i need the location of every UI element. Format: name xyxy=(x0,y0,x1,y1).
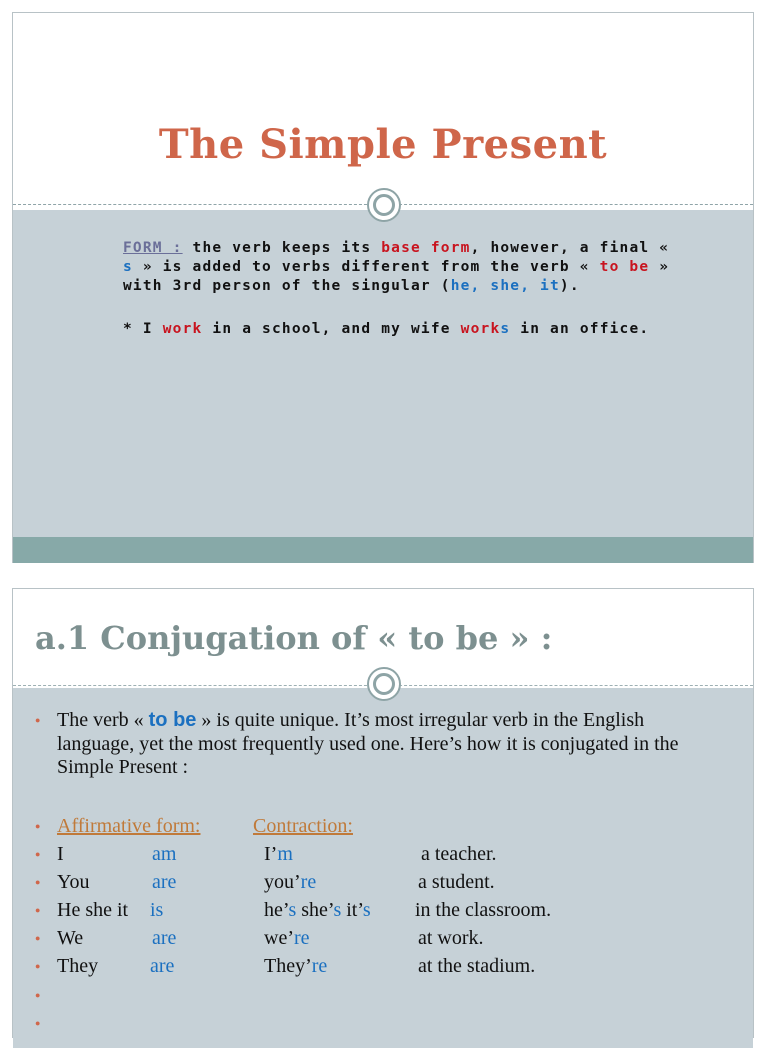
list-item-headings xyxy=(35,812,715,840)
subject-cell: ● You xyxy=(57,870,90,893)
contraction-base: it’ xyxy=(341,899,363,922)
complement-cell: in the classroom. xyxy=(415,899,552,922)
contraction-cell xyxy=(264,924,310,952)
form-text-5: ). xyxy=(559,278,580,294)
form-label: FORM : xyxy=(123,240,183,256)
contraction-base: she’ xyxy=(296,899,334,922)
divider-ring-icon xyxy=(367,667,401,701)
contraction-ending: s xyxy=(288,899,297,922)
list-item-empty xyxy=(35,981,715,1009)
intro-text-2: » is quite unique. It’s most irregular verb in the English language, yet the most frequently used one. Here’s how it is conjugated in the Simple Present : xyxy=(57,709,679,778)
example-sentence xyxy=(123,320,683,339)
slide-title: The Simple Present xyxy=(158,121,608,168)
example-text-3: in an office. xyxy=(510,321,650,337)
pronouns-highlight: he, she, it xyxy=(450,278,560,294)
contraction-ending: s xyxy=(333,899,342,922)
slide-title: a.1 Conjugation of « to be » : xyxy=(35,619,553,657)
contraction-ending: m xyxy=(277,842,293,865)
list-item-row xyxy=(35,868,715,896)
form-text-1: the verb keeps its xyxy=(182,240,382,256)
contraction-cell xyxy=(264,952,327,980)
works-highlight: work xyxy=(460,321,501,337)
list-item-row xyxy=(35,952,715,980)
contraction-cell xyxy=(264,868,316,896)
verb-cell: are xyxy=(150,955,175,978)
contraction-ending: re xyxy=(293,927,310,950)
subject-cell: ● I xyxy=(57,842,64,865)
contraction-ending: re xyxy=(311,955,328,978)
intro-text-1: The verb « xyxy=(57,709,149,731)
to-be-highlight: to be xyxy=(148,709,197,731)
list-item-row xyxy=(35,924,715,952)
contraction-base: he’ xyxy=(264,899,289,922)
contraction-cell xyxy=(264,840,293,868)
form-text-3: » is added to verbs different from the verb « xyxy=(132,259,600,275)
form-text-4: » with 3rd person of the singular ( xyxy=(123,259,670,294)
form-description xyxy=(123,239,683,339)
base-form-highlight: base form xyxy=(381,240,471,256)
list-item-empty xyxy=(35,1009,715,1037)
contraction-base: I’ xyxy=(264,842,278,865)
form-paragraph xyxy=(123,239,683,296)
affirmative-heading: ● Affirmative form: xyxy=(57,814,201,837)
works-s-ending: s xyxy=(500,321,511,337)
verb-cell: are xyxy=(152,927,177,950)
conjugation-list xyxy=(35,709,715,1037)
subject-cell: ● They xyxy=(57,955,99,978)
complement-cell: a student. xyxy=(418,870,495,893)
work-highlight: work xyxy=(162,321,203,337)
example-text-1: * I xyxy=(123,321,163,337)
contraction-ending: s xyxy=(362,899,371,922)
complement-cell: at the stadium. xyxy=(418,955,536,978)
list-item-intro xyxy=(35,709,715,780)
subject-cell: ● We xyxy=(57,927,84,950)
contraction-base: we’ xyxy=(264,927,294,950)
contraction-ending: re xyxy=(300,870,317,893)
example-text-2: in a school, and my wife xyxy=(202,321,461,337)
slide-footer-band xyxy=(13,537,753,563)
contraction-base: you’ xyxy=(264,870,301,893)
slide-simple-present xyxy=(12,12,754,563)
verb-cell: are xyxy=(152,870,177,893)
complement-cell: a teacher. xyxy=(421,842,497,865)
list-item-row xyxy=(35,840,715,868)
to-be-highlight: to be xyxy=(599,259,650,275)
contraction-heading: Contraction: xyxy=(253,814,353,837)
verb-cell: am xyxy=(152,842,177,865)
subject-cell: ● He she it xyxy=(57,899,129,922)
list-item-row xyxy=(35,896,715,924)
s-ending-highlight: s xyxy=(123,259,133,275)
complement-cell: at work. xyxy=(418,927,484,950)
slide-conjugation-to-be xyxy=(12,588,754,1038)
contraction-cell xyxy=(264,896,371,924)
form-text-2: , however, a final « xyxy=(470,240,670,256)
divider-ring-icon xyxy=(367,188,401,222)
contraction-base: They’ xyxy=(264,955,312,978)
verb-cell: is xyxy=(150,899,164,922)
